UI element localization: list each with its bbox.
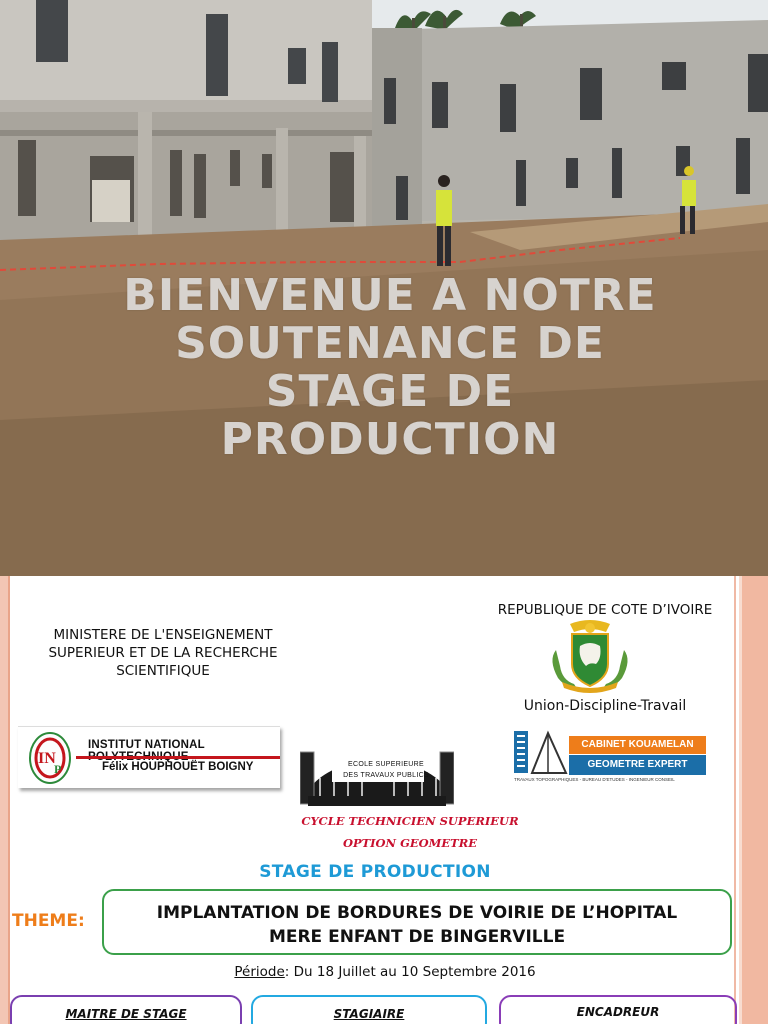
right-border-inner <box>739 576 742 1024</box>
slide-cover-page <box>0 576 768 1024</box>
role-label-encadreur: ENCADREUR <box>576 1005 660 1019</box>
inp-subname: Félix HOUPHOUËT BOIGNY <box>102 761 254 773</box>
role-label-maitre-de-stage: MAITRE DE STAGE <box>65 1007 187 1021</box>
theme-line-2: MERE ENFANT DE BINGERVILLE <box>268 927 566 947</box>
cabinet-name: CABINET KOUAMELAN <box>581 739 694 750</box>
inp-emblem-icon <box>28 731 72 785</box>
inp-logo <box>18 726 280 788</box>
theme-label: THEME: <box>12 911 85 931</box>
inp-red-bar <box>76 756 280 759</box>
period-label: Période <box>234 964 285 980</box>
role-box-maitre-de-stage <box>10 995 242 1024</box>
stage-title: STAGE DE PRODUCTION <box>259 862 491 882</box>
welcome-line-2: SOUTENANCE DE <box>175 318 605 369</box>
estp-name-line-2: DES TRAVAUX PUBLICS <box>343 772 429 779</box>
right-border <box>742 576 768 1024</box>
role-box-encadreur <box>499 995 737 1024</box>
svg-text:P: P <box>54 762 62 776</box>
cabinet-title: GEOMETRE EXPERT <box>587 759 688 770</box>
welcome-line-4: PRODUCTION <box>220 414 560 465</box>
welcome-title <box>60 272 720 464</box>
coat-of-arms-icon <box>546 620 634 694</box>
ministry-line-1: MINISTERE DE L'ENSEIGNEMENT <box>53 627 273 643</box>
right-border-line <box>734 576 736 1024</box>
role-box-stagiaire <box>251 995 487 1024</box>
inp-name: INSTITUT NATIONAL <box>88 739 205 751</box>
cabinet-services: TRAVAUX TOPOGRAPHIQUES - BUREAU D'ETUDES - INGENIEUR CONSEIL <box>514 777 675 782</box>
cycle-label: CYCLE TECHNICIEN SUPERIEUR <box>301 814 519 828</box>
period-text <box>150 964 620 980</box>
republic-motto: Union-Discipline-Travail <box>523 698 687 714</box>
period-value: : Du 18 Juillet au 10 Septembre 2016 <box>284 964 536 980</box>
ministry-name <box>28 626 298 680</box>
welcome-line-1: BIENVENUE A NOTRE <box>123 270 657 321</box>
ministry-line-3: SCIENTIFIQUE <box>116 663 210 679</box>
republic-name: REPUBLIQUE DE COTE D’IVOIRE <box>497 602 713 618</box>
theme-line-1: IMPLANTATION DE BORDURES DE VOIRIE DE L’HOPITAL <box>156 903 678 923</box>
cabinet-logo <box>512 729 708 787</box>
role-label-stagiaire: STAGIAIRE <box>333 1007 405 1021</box>
welcome-line-3: STAGE DE <box>265 366 515 417</box>
theme-box <box>102 889 732 955</box>
left-border <box>0 576 8 1024</box>
svg-text:IN: IN <box>38 750 56 767</box>
option-label: OPTION GEOMETRE <box>342 836 478 850</box>
left-border-line <box>8 576 10 1024</box>
ministry-line-2: SUPERIEUR ET DE LA RECHERCHE <box>48 645 278 661</box>
estp-name-line-1: ECOLE SUPERIEURE <box>348 761 424 768</box>
